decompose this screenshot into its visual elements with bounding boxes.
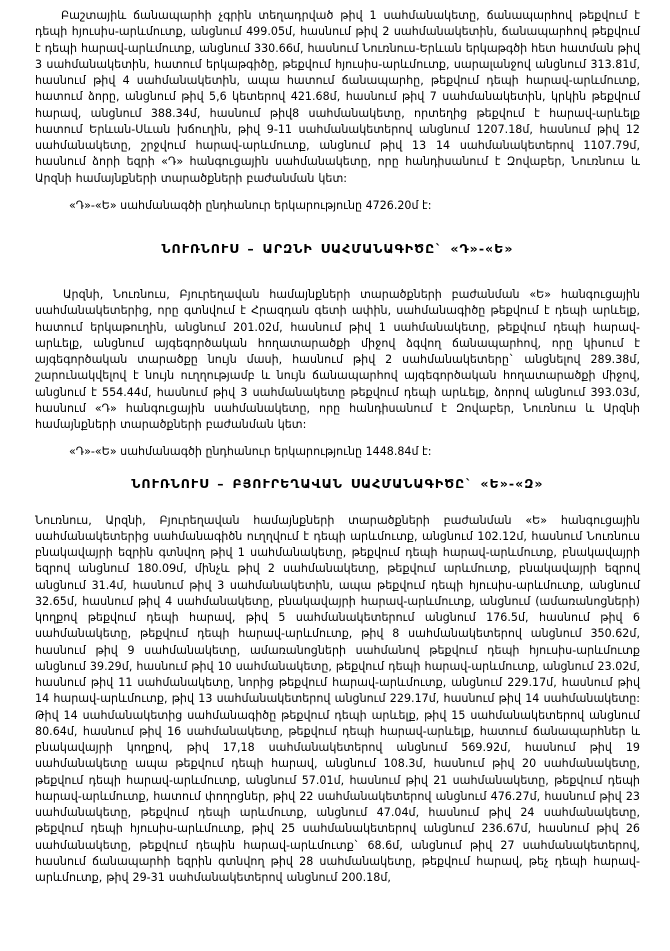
section-1-paragraph: Արզնի, Նուռնուս, Բյուրեղավան համայնքների տարածքների բաժանման «Ե» հանգուցային սահմանակետերից, որը գտնվում է Հրազդան գետի ափին, սահմանագիծը թեքվում է դեպի արևելք, հատում երկաթուղին, անցնում 201.02մ, հասնում թիվ 1 սահմանակետը, թեքվում դեպի հարավ-արևելք, անցնում այգեգործական հողատարածքի միջով ձգվող ճանապարհով, որը կիսում է այգեգործական տարածքը նույն մասի, հասնում թիվ 2 սահմանակետերը` անցնելով 289.38մ, շարունակվելով է նույն ուղղությամբ և նույն ճանապարհով այգեգործական հողատարածքի միջով, անցնում է 554.44մ, հասնում թիվ 3 սահմանակետը թեքվում դեպի արևելք, ձորով անցնում 393.03մ, հասնում «Դ» հանգուցային սահմանակետը, որը հանդիսանում է Զովաբեր, Նուռնուս և Արզնի համայնքների տարածքների բաժանման կետ: bbox=[35, 288, 640, 431]
intro-paragraph: Բաշտայիև ճանապարհի չգրին տեղադրված թիվ 1 սահմանակետը, ճանապարհով թեքվում է դեպի հյուսիս-արևմուտք, անցնում 499.05մ, հասնում թիվ 2 սահմանակետին, ճանապարհով թեքվում է դեպի հարավ-արևմուտք, անցնում 330.66մ, հասնում Նուռնուս-Երևան երկաթգծի հետ հատման թիվ 3 սահմանակետին, հատում երկաթգիծը, թեքվում հյուսիս-արևմուտք, սարալանջով անցնում 313.81մ, հասնում թիվ 4 սահմանակետին, ապա հատում ճանապարհը, թեքվում դեպի հարավ-արևմուտք, հատում ձորը, անցնում թիվ 5,6 կետերով 421.68մ, հասնում թիվ 7 սահմանակետին, կրկին թեքվում հարավ, անցնում 388.34մ, հասնում թիվ8 սահմանակետը, որտեղից թեքվում է հարավ-արևելք հատում Երևան-Սևան խճուղին, թիվ 9-11 սահմանակետերով անցնում 1207.18մ, հասնում թիվ 12 սահմանակետը, շրջվում հարավ-արևմուտք, անցնում թիվ 13 14 սահմանակետերով 1107.79մ, հասնում ձորի եզրի «Դ» հանգուցային սահմանակետը, որը հանդիսանում է Զովաբեր, Նուռնուս և Արզնի համայնքների տարածքների բաժանման կետ: bbox=[35, 9, 640, 185]
section-heading-2: ՆՈՒՌՆՈՒՍ – ԲՅՈՒՐԵՂԱՎԱՆ ՍԱՀՄԱՆԱԳԻԾԸ` «Ե»-«Զ» bbox=[131, 475, 544, 491]
spacer bbox=[35, 433, 640, 444]
spacer bbox=[35, 214, 640, 240]
section-2-paragraph: Նուռնուս, Արզնի, Բյուրեղավան համայնքների տարածքների բաժանման «Ե» հանգուցային սահմանակետերից սահմանագիծն ուղղվում է դեպի արևմուտք, անցնում 102.12մ, հասնում Նուռնուս բնակավայրի եզրին գտնվող թիվ 1 սահմանակետը, թեքվում դեպի հարավ-արևմուտք, բնակավայրի եզրով անցնում 180.09մ, մինչև թիվ 2 սահմանակետը, թեքվում արևմուտք, բնակավայրի եզրով անցնում 31.4մ, հասնում թիվ 3 սահմանակետին, ապա թեքվում դեպի հյուսիս-արևմուտք, անցնում 32.65մ, հասնում թիվ 4 սահմանակետը, բնակավայրի հարավ-արևմուտք, անցնում (ամառանոցների) կողքով թեքվում դեպի հարավ, թիվ 5 սահմանակետերում անցնում 176.5մ, հասնում թիվ 6 սահմանակետը, թեքվում դեպի հարավ-արևմուտք, թիվ 8 սահմանակետերով անցնում 350.62մ, հասնում թիվ 9 սահմանակետը, ամառանոցների սահմանով թեքվում դեպի հյուսիս-արևմուտք անցնում 39.29մ, հասնում թիվ 10 սահմանակետը, թեքվում դեպի հարավ-արևմուտք, անցնում 23.02մ, հասնում թիվ 11 սահմանակետը, նորից թեքվում հարավ-արևմուտք, անցնում 229.17մ, հասնում թիվ 14 հարավ-արևմուտք, թիվ 13 սահմանակետերով անցնում 229.17մ, հասնում թիվ 14 սահմանակետը: Թիվ 14 սահմանակետից սահմանագիծը թեքվում դեպի արևելք, թիվ 15 սահմանակետերով անցնում 80.64մ, հասնում թիվ 16 սահմանակետը, թեքվում դեպի հարավ-արևելք, հատում ճանապարհներ և բնակավայրի կողքով, թիվ 17,18 սահմանակետերով անցնում 569.92մ, հասնում թիվ 19 սահմանակետը ապա թեքվում դեպի հարավ, անցնում 108.3մ, հասնում թիվ 20 սահմանակետը, թեքվում դեպի հարավ-արևմուտք, անցնում 57.01մ, հասնում թիվ 21 սահմանակետը, թեքվում դեպի հարավ-արևմուտք, հատում փողոցներ, թիվ 22 սահմանակետերով անցնում 476.27մ, հասնում թիվ 23 սահմանակետը, թեքվում դեպի արևմուտք, անցնում 47.04մ, հասնում թիվ 24 սահմանակետը, թեքվում դեպի հյուսիս-արևմուտք, թիվ 25 սահմանակետերով անցնում 236.67մ, հասնում թիվ 26 սահմանակետը, թեքվում դեպին հարավ-արևմուտք` 68.6մ, անցնում թիվ 27 սահմանակետերով, հասնում ճանապարհի եզրին գտնվող թիվ 28 սահմանակետը, թեքվում հարավ, թեչ դեպի հարավ-արևմուտք, թիվ 29-31 սահմանակետերով անցնում 200.18մ, bbox=[35, 513, 640, 884]
spacer bbox=[35, 461, 640, 475]
section-heading-1: ՆՈՒՌՆՈՒՍ – ԱՐԶՆԻ ՍԱՀՄԱՆԱԳԻԾԸ` «Դ»-«Ե» bbox=[161, 241, 514, 256]
summary-line-2: «Դ»-«Ե» սահմանագծի ընդհանուր երկարությունը 1448.84մ է: bbox=[69, 445, 432, 459]
summary-line-1: «Դ»-«Ե» սահմանագծի ընդհանուր երկարությունը 4726.20մ է: bbox=[69, 198, 432, 212]
spacer bbox=[35, 492, 640, 513]
spacer bbox=[35, 187, 640, 198]
spacer bbox=[35, 257, 640, 287]
